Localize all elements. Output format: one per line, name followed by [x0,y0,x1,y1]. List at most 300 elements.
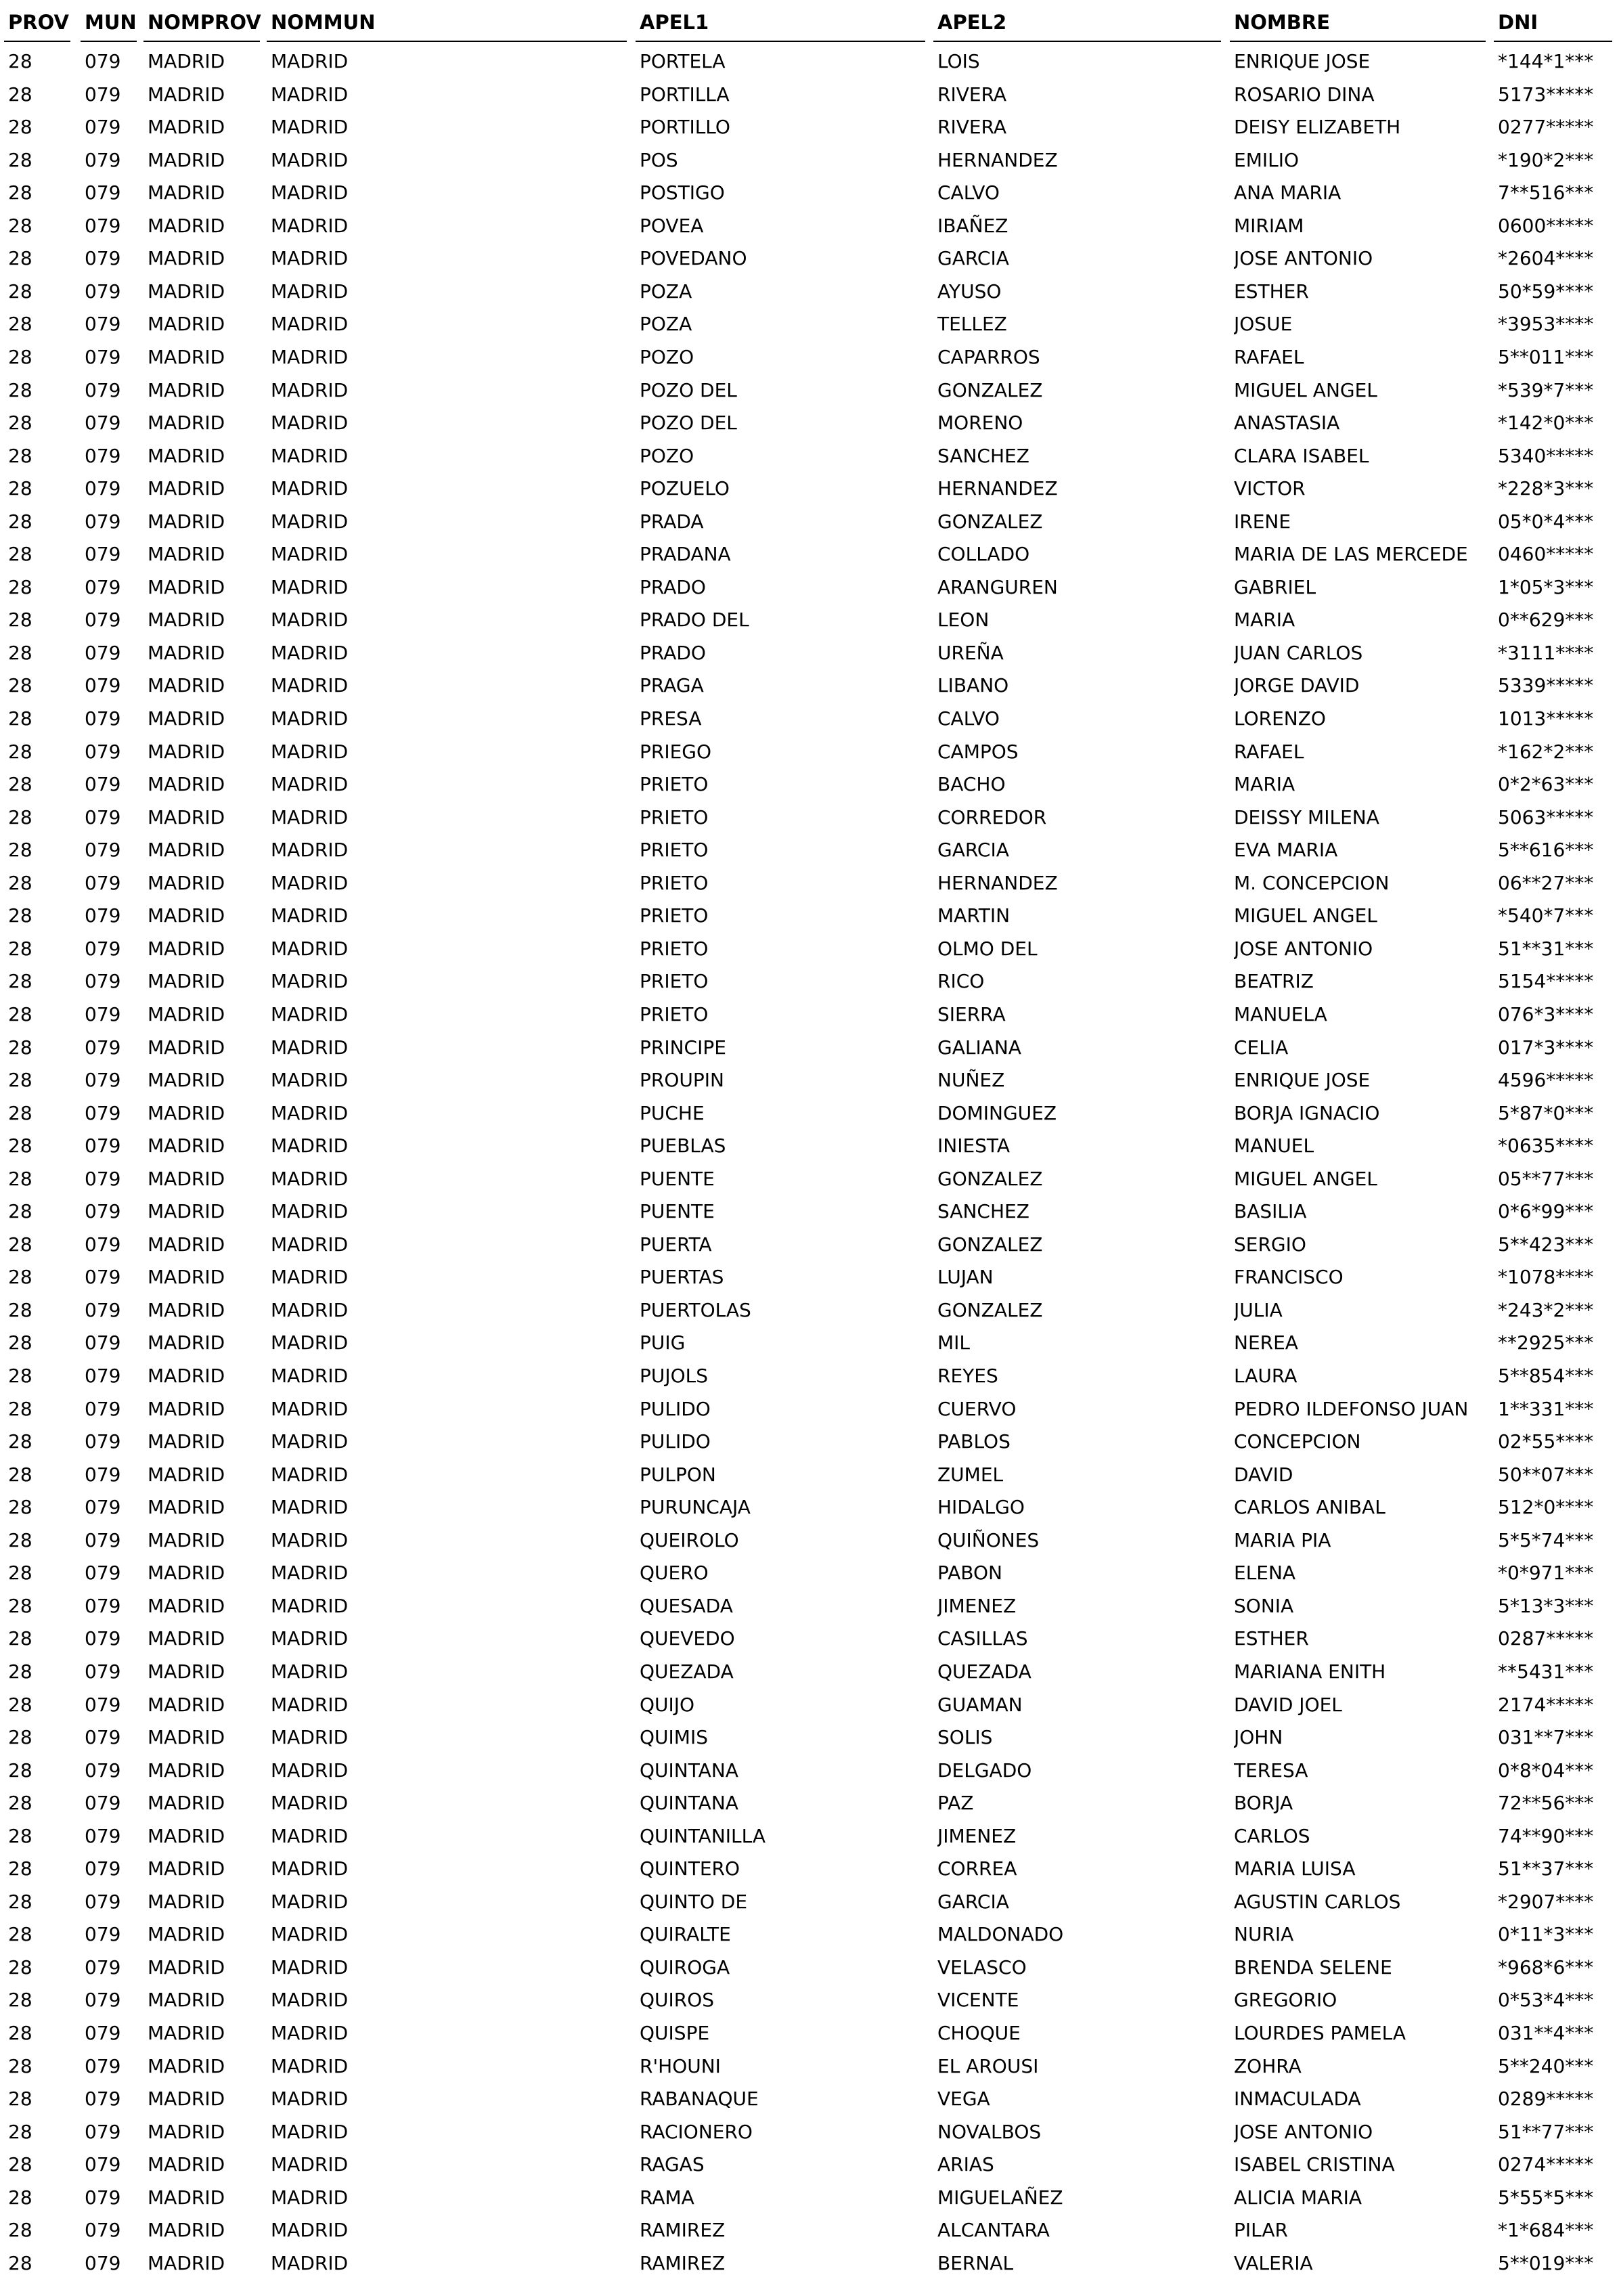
cell-nomprov: MADRID [148,937,225,960]
cell-mun: 079 [85,1397,121,1420]
table-row [0,703,1619,736]
cell-prov: 28 [8,609,32,632]
cell-mun: 079 [85,2120,121,2143]
cell-nombre: MIGUEL ANGEL [1234,1167,1377,1190]
cell-prov: 28 [8,1693,32,1716]
cell-nommun: MADRID [271,773,349,796]
cell-apel2: RIVERA [937,116,1007,139]
cell-nomprov: MADRID [148,641,225,664]
cell-mun: 079 [85,839,121,862]
cell-nommun: MADRID [271,2120,349,2143]
table-row [0,2182,1619,2215]
cell-nomprov: MADRID [148,871,225,894]
cell-apel1: POZUELO [640,477,730,500]
cell-nommun: MADRID [271,937,349,960]
cell-apel2: BERNAL [937,2251,1014,2274]
table-row [0,276,1619,309]
cell-apel2: CUERVO [937,1397,1017,1420]
cell-nommun: MADRID [271,2153,349,2176]
cell-nomprov: MADRID [148,1594,225,1617]
cell-nommun: MADRID [271,181,349,204]
cell-dni: 0274***** [1498,2153,1594,2176]
column-header-label: APEL1 [640,11,709,34]
table-row [0,1591,1619,1624]
cell-nombre: BEATRIZ [1234,970,1314,993]
cell-nommun: MADRID [271,2186,349,2209]
cell-prov: 28 [8,1397,32,1420]
cell-prov: 28 [8,477,32,500]
cell-dni: 0*2*63*** [1498,773,1594,796]
cell-apel1: PUERTOLAS [640,1298,751,1321]
header-underline [81,41,137,42]
cell-nombre: DEISSY MILENA [1234,805,1379,829]
cell-nommun: MADRID [271,444,349,467]
cell-apel2: CORREA [937,1857,1017,1880]
cell-nommun: MADRID [271,1496,349,1519]
cell-nombre: MARIA [1234,609,1295,632]
cell-nommun: MADRID [271,1562,349,1585]
cell-apel1: RAMA [640,2186,694,2209]
cell-prov: 28 [8,937,32,960]
cell-nombre: INMACULADA [1234,2088,1361,2111]
cell-dni: *968*6*** [1498,1956,1594,1979]
cell-prov: 28 [8,1496,32,1519]
cell-nommun: MADRID [271,510,349,533]
table-row [0,835,1619,868]
cell-nommun: MADRID [271,2022,349,2044]
cell-dni: *228*3*** [1498,477,1594,500]
cell-apel2: PABLOS [937,1430,1011,1453]
cell-nomprov: MADRID [148,904,225,927]
cell-apel1: QUINTANA [640,1759,738,1782]
cell-mun: 079 [85,1463,121,1486]
cell-nommun: MADRID [271,1528,349,1551]
cell-mun: 079 [85,1759,121,1782]
cell-nomprov: MADRID [148,805,225,829]
cell-prov: 28 [8,444,32,467]
cell-nommun: MADRID [271,641,349,664]
cell-nommun: MADRID [271,1693,349,1716]
table-row [0,1886,1619,1920]
cell-mun: 079 [85,2153,121,2176]
column-header-label: NOMBRE [1234,11,1331,34]
cell-apel1: POSTIGO [640,181,725,204]
cell-mun: 079 [85,641,121,664]
table-row [0,243,1619,276]
cell-nomprov: MADRID [148,1627,225,1650]
cell-apel2: LUJAN [937,1266,994,1289]
cell-apel2: TELLEZ [937,313,1007,336]
header-underline [636,41,925,42]
header-underline [4,41,70,42]
cell-mun: 079 [85,1693,121,1716]
table-row [0,407,1619,441]
cell-nombre: ISABEL CRISTINA [1234,2153,1395,2176]
cell-dni: *2604**** [1498,247,1594,270]
cell-nommun: MADRID [271,412,349,435]
cell-apel1: QUINTANA [640,1792,738,1815]
cell-apel2: REYES [937,1365,998,1387]
cell-mun: 079 [85,1528,121,1551]
cell-prov: 28 [8,740,32,763]
column-header-prov [4,0,70,42]
table-row [0,1919,1619,1952]
cell-apel2: GONZALEZ [937,1298,1043,1321]
cell-apel2: DELGADO [937,1759,1032,1782]
cell-nomprov: MADRID [148,50,225,72]
cell-nombre: ESTHER [1234,1627,1309,1650]
cell-apel1: POZA [640,280,692,303]
table-row [0,670,1619,703]
cell-nomprov: MADRID [148,181,225,204]
column-header-mun [81,0,137,42]
cell-apel1: PRIETO [640,805,709,829]
table-row [0,1262,1619,1295]
cell-apel2: INIESTA [937,1134,1011,1157]
cell-dni: 2174***** [1498,1693,1594,1716]
cell-nombre: JOSE ANTONIO [1234,2120,1373,2143]
cell-nomprov: MADRID [148,1200,225,1223]
cell-nombre: MIGUEL ANGEL [1234,904,1377,927]
cell-nombre: CLARA ISABEL [1234,444,1369,467]
cell-mun: 079 [85,477,121,500]
table-row [0,506,1619,539]
cell-prov: 28 [8,50,32,72]
cell-nommun: MADRID [271,740,349,763]
cell-nomprov: MADRID [148,214,225,237]
cell-nombre: NEREA [1234,1331,1298,1354]
cell-nommun: MADRID [271,247,349,270]
cell-apel1: PRIETO [640,1002,709,1025]
cell-dni: 5**011*** [1498,345,1594,368]
cell-apel1: POZO [640,444,694,467]
cell-nommun: MADRID [271,1397,349,1420]
table-row [0,2051,1619,2084]
cell-nomprov: MADRID [148,1463,225,1486]
table-row [0,802,1619,835]
cell-apel2: ZUMEL [937,1463,1004,1486]
column-header-label: MUN [85,11,137,34]
cell-apel2: MALDONADO [937,1923,1064,1946]
cell-nommun: MADRID [271,2251,349,2274]
column-header-label: APEL2 [937,11,1007,34]
cell-dni: 50*59**** [1498,280,1594,303]
cell-dni: *162*2*** [1498,740,1594,763]
cell-apel1: QUIJO [640,1693,695,1716]
cell-apel1: RABANAQUE [640,2088,759,2111]
table-row [0,375,1619,408]
cell-prov: 28 [8,2219,32,2242]
cell-mun: 079 [85,1200,121,1223]
cell-nommun: MADRID [271,1365,349,1387]
cell-apel2: GARCIA [937,839,1009,862]
cell-nommun: MADRID [271,1660,349,1683]
cell-nombre: RAFAEL [1234,345,1304,368]
table-row [0,145,1619,178]
cell-nommun: MADRID [271,1890,349,1913]
cell-dni: 02*55**** [1498,1430,1594,1453]
column-header-dni [1494,0,1612,42]
cell-nommun: MADRID [271,1989,349,2012]
cell-mun: 079 [85,575,121,598]
cell-apel1: PUJOLS [640,1365,709,1387]
cell-dni: 0460***** [1498,543,1594,566]
cell-nombre: BORJA IGNACIO [1234,1101,1380,1124]
cell-nombre: EVA MARIA [1234,839,1338,862]
cell-apel1: PUCHE [640,1101,705,1124]
cell-apel2: GALIANA [937,1036,1021,1059]
cell-apel1: PUERTA [640,1233,712,1256]
cell-apel2: QUEZADA [937,1660,1032,1683]
cell-dni: 74**90*** [1498,1824,1594,1847]
cell-mun: 079 [85,609,121,632]
table-row [0,769,1619,802]
cell-mun: 079 [85,510,121,533]
cell-dni: 5*87*0*** [1498,1101,1594,1124]
cell-nomprov: MADRID [148,378,225,401]
cell-dni: 076*3**** [1498,1002,1594,1025]
cell-nomprov: MADRID [148,1693,225,1716]
cell-apel1: QUINTERO [640,1857,740,1880]
cell-mun: 079 [85,1101,121,1124]
cell-dni: **2925*** [1498,1331,1594,1354]
cell-dni: 5*55*5*** [1498,2186,1594,2209]
cell-apel2: CASILLAS [937,1627,1028,1650]
cell-apel2: RICO [937,970,985,993]
cell-apel2: NUÑEZ [937,1069,1005,1092]
cell-nombre: GABRIEL [1234,575,1316,598]
cell-nombre: ZOHRA [1234,2054,1302,2077]
cell-nombre: NURIA [1234,1923,1294,1946]
cell-prov: 28 [8,575,32,598]
cell-dni: 4596***** [1498,1069,1594,1092]
cell-nombre: MARIA [1234,773,1295,796]
cell-nommun: MADRID [271,2219,349,2242]
cell-mun: 079 [85,773,121,796]
cell-nomprov: MADRID [148,313,225,336]
cell-dni: *0*971*** [1498,1562,1594,1585]
cell-apel1: POS [640,148,678,171]
cell-nomprov: MADRID [148,477,225,500]
cell-nombre: BORJA [1234,1792,1293,1815]
cell-apel2: QUIÑONES [937,1528,1040,1551]
cell-apel1: RAMIREZ [640,2251,726,2274]
table-row [0,2215,1619,2248]
cell-apel1: PRADO DEL [640,609,749,632]
cell-nombre: DEISY ELIZABETH [1234,116,1401,139]
cell-mun: 079 [85,181,121,204]
header-underline [1230,41,1486,42]
cell-mun: 079 [85,1627,121,1650]
cell-dni: *190*2*** [1498,148,1594,171]
cell-apel1: PRADANA [640,543,731,566]
cell-nomprov: MADRID [148,1923,225,1946]
cell-apel1: PRIETO [640,871,709,894]
cell-dni: 05**77*** [1498,1167,1594,1190]
table-row [0,1098,1619,1131]
cell-mun: 079 [85,1298,121,1321]
table-row [0,1327,1619,1361]
cell-nommun: MADRID [271,1430,349,1453]
cell-apel2: ARIAS [937,2153,994,2176]
cell-apel2: CAPARROS [937,345,1040,368]
table-row [0,966,1619,999]
header-underline [1494,41,1612,42]
cell-apel2: GONZALEZ [937,510,1043,533]
cell-mun: 079 [85,148,121,171]
cell-dni: 51**77*** [1498,2120,1594,2143]
cell-nombre: RAFAEL [1234,740,1304,763]
cell-mun: 079 [85,1134,121,1157]
cell-nomprov: MADRID [148,2022,225,2044]
cell-apel1: PRAGA [640,674,704,697]
cell-apel2: COLLADO [937,543,1030,566]
cell-nombre: SERGIO [1234,1233,1306,1256]
column-header-apel1 [636,0,925,42]
cell-nommun: MADRID [271,378,349,401]
cell-nommun: MADRID [271,1266,349,1289]
cell-prov: 28 [8,1857,32,1880]
cell-nommun: MADRID [271,1134,349,1157]
cell-nombre: AGUSTIN CARLOS [1234,1890,1401,1913]
cell-apel2: HIDALGO [937,1496,1025,1519]
cell-mun: 079 [85,707,121,730]
cell-nomprov: MADRID [148,707,225,730]
cell-apel1: PORTELA [640,50,726,72]
cell-mun: 079 [85,1857,121,1880]
cell-nommun: MADRID [271,1233,349,1256]
table-row [0,572,1619,605]
header-underline [933,41,1221,42]
table-row [0,1853,1619,1886]
cell-apel1: PRADO [640,641,706,664]
cell-mun: 079 [85,50,121,72]
cell-apel2: MARTIN [937,904,1011,927]
cell-apel1: QUIMIS [640,1726,708,1749]
cell-mun: 079 [85,1792,121,1815]
cell-dni: 0289***** [1498,2088,1594,2111]
cell-nomprov: MADRID [148,1857,225,1880]
cell-nommun: MADRID [271,904,349,927]
cell-nombre: MARIA LUISA [1234,1857,1356,1880]
cell-apel2: PAZ [937,1792,974,1815]
cell-nomprov: MADRID [148,2088,225,2111]
cell-dni: 017*3**** [1498,1036,1594,1059]
cell-mun: 079 [85,1660,121,1683]
cell-nomprov: MADRID [148,839,225,862]
cell-mun: 079 [85,1824,121,1847]
cell-dni: **5431*** [1498,1660,1594,1683]
table-row [0,1755,1619,1788]
column-header-label: NOMPROV [148,11,261,34]
cell-nommun: MADRID [271,1726,349,1749]
table-row [0,1690,1619,1723]
table-row [0,900,1619,933]
cell-nomprov: MADRID [148,2120,225,2143]
cell-apel2: SANCHEZ [937,1200,1029,1223]
table-row [0,539,1619,572]
cell-nombre: MIRIAM [1234,214,1304,237]
cell-apel2: VEGA [937,2088,990,2111]
cell-nombre: EMILIO [1234,148,1300,171]
cell-prov: 28 [8,1101,32,1124]
cell-nommun: MADRID [271,1331,349,1354]
table-row [0,1032,1619,1065]
column-header-label: DNI [1498,11,1538,34]
cell-nombre: MARIA DE LAS MERCEDE [1234,543,1468,566]
cell-dni: *142*0*** [1498,412,1594,435]
cell-dni: 0*8*04*** [1498,1759,1594,1782]
cell-nomprov: MADRID [148,1397,225,1420]
cell-apel2: MIL [937,1331,971,1354]
cell-apel1: PRADA [640,510,704,533]
cell-dni: 0277***** [1498,116,1594,139]
cell-nombre: MANUEL [1234,1134,1314,1157]
cell-dni: 031**7*** [1498,1726,1594,1749]
cell-nombre: M. CONCEPCION [1234,871,1390,894]
cell-mun: 079 [85,937,121,960]
cell-nommun: MADRID [271,477,349,500]
cell-dni: 05*0*4*** [1498,510,1594,533]
table-row [0,441,1619,474]
cell-apel2: SANCHEZ [937,444,1029,467]
cell-prov: 28 [8,1792,32,1815]
cell-nomprov: MADRID [148,1036,225,1059]
table-row [0,1623,1619,1656]
cell-mun: 079 [85,83,121,106]
cell-apel1: POZO DEL [640,378,737,401]
table-row [0,1821,1619,1854]
cell-mun: 079 [85,970,121,993]
cell-nombre: VICTOR [1234,477,1306,500]
cell-mun: 079 [85,1989,121,2012]
cell-nommun: MADRID [271,1857,349,1880]
cell-apel2: LEON [937,609,990,632]
cell-nomprov: MADRID [148,1759,225,1782]
cell-dni: 5**854*** [1498,1365,1594,1387]
cell-mun: 079 [85,280,121,303]
cell-prov: 28 [8,2120,32,2143]
cell-nommun: MADRID [271,280,349,303]
table-row [0,1164,1619,1197]
cell-prov: 28 [8,641,32,664]
cell-mun: 079 [85,1726,121,1749]
cell-apel2: UREÑA [937,641,1004,664]
cell-prov: 28 [8,805,32,829]
cell-mun: 079 [85,2054,121,2077]
column-header-nomprov [143,0,260,42]
cell-dni: 1013***** [1498,707,1594,730]
cell-apel1: PUERTAS [640,1266,724,1289]
table-row [0,112,1619,145]
cell-nomprov: MADRID [148,2219,225,2242]
cell-prov: 28 [8,707,32,730]
cell-nommun: MADRID [271,313,349,336]
cell-mun: 079 [85,1233,121,1256]
cell-dni: 06**27*** [1498,871,1594,894]
cell-prov: 28 [8,345,32,368]
cell-nomprov: MADRID [148,412,225,435]
table-row [0,1985,1619,2018]
cell-apel1: RAGAS [640,2153,705,2176]
cell-nomprov: MADRID [148,674,225,697]
cell-prov: 28 [8,1627,32,1650]
cell-dni: *144*1*** [1498,50,1594,72]
cell-apel2: JIMENEZ [937,1594,1017,1617]
cell-apel2: GONZALEZ [937,378,1043,401]
cell-apel2: VELASCO [937,1956,1027,1979]
cell-dni: 51**37*** [1498,1857,1594,1880]
